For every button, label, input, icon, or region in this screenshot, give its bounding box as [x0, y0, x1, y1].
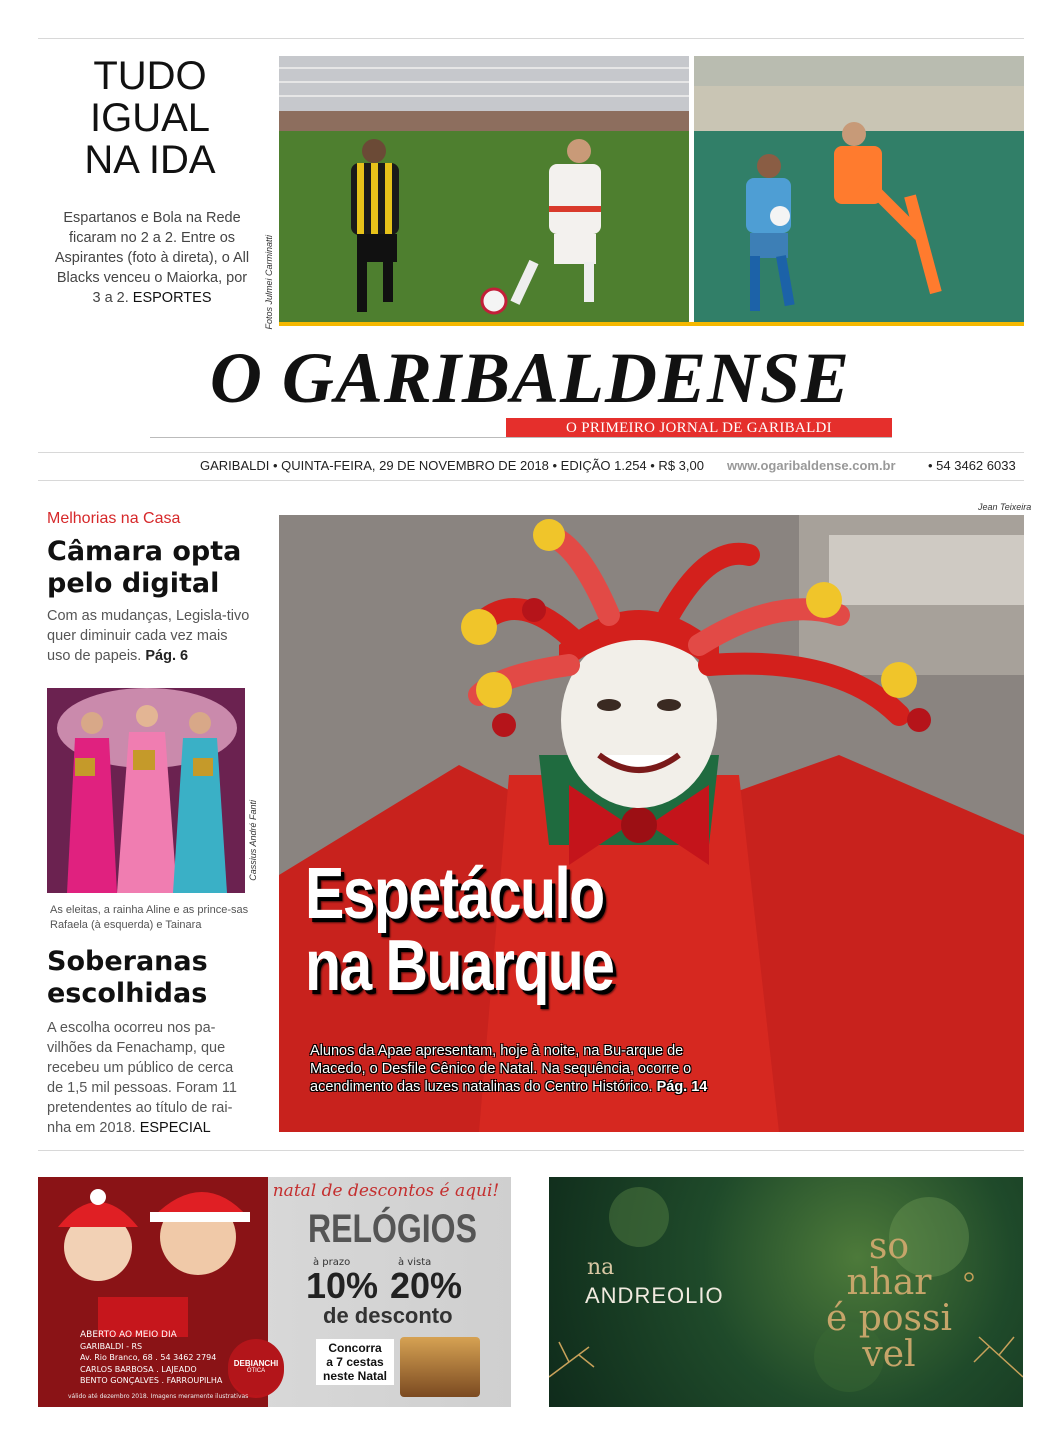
story2-headline-line: Soberanas	[47, 946, 208, 977]
story2-body	[47, 1018, 252, 1138]
edition-rule-top	[38, 452, 1024, 453]
story2-headline-line: escolhidas	[47, 978, 208, 1009]
main-page-ref[interactable]: Pág. 14	[656, 1079, 708, 1095]
main-photo-jester	[279, 515, 1024, 1132]
gift-basket-icon	[400, 1337, 480, 1397]
ad-contest-line: a 7 cestas	[326, 1355, 384, 1369]
main-headline-line: na Buarque	[305, 926, 614, 1006]
teaser-section-link[interactable]: ESPORTES	[132, 290, 212, 306]
ad-promo: natal de descontos é aqui!	[272, 1181, 500, 1201]
debianchi-logo	[228, 1339, 284, 1395]
teaser-title-line: IGUAL	[89, 96, 211, 140]
jester-illustration	[279, 515, 1024, 1132]
teaser-headline[interactable]	[40, 55, 260, 181]
andreolio-na: na	[587, 1255, 615, 1280]
soccer-illustration-right	[694, 56, 1024, 324]
main-dek-text: Alunos da Apae apresentam, hoje à noite, na Bu-arque de Macedo, o Desfile Cênico de Natal. Na sequência, ocorre o acendimento das luzes natalinas do Centro Histórico.	[310, 1043, 692, 1095]
queens-photo-credit: Cassius André Fanti	[248, 800, 258, 881]
main-headline-line: Espetáculo	[305, 854, 604, 934]
teaser-title-line: NA IDA	[84, 138, 216, 182]
story1-headline-line: pelo digital	[47, 568, 220, 599]
ad-address: Av. Rio Branco, 68 . 54 3462 2794	[80, 1353, 217, 1362]
andreolio-slogan-line: so	[868, 1226, 910, 1267]
queens-illustration	[47, 688, 245, 893]
queens-photo	[47, 688, 245, 893]
ad-contest	[316, 1339, 394, 1385]
ad-desconto: de desconto	[323, 1303, 453, 1328]
main-headline[interactable]	[305, 854, 649, 1006]
edition-info: GARIBALDI • QUINTA-FEIRA, 29 DE NOVEMBRO DE 2018 • EDIÇÃO 1.254 • R$ 3,00	[200, 458, 704, 473]
soccer-photo-right	[694, 56, 1024, 324]
ad-vista-value: 20%	[390, 1265, 463, 1306]
teaser-title-line: TUDO	[93, 54, 207, 98]
website-link[interactable]: www.ogaribaldense.com.br	[727, 458, 896, 473]
phone-number: • 54 3462 6033	[928, 458, 1016, 473]
story1-body-text: Com as mudanças, Legisla-tivo quer diminuir cada vez mais uso de papeis.	[47, 608, 250, 664]
ad-contest-line: neste Natal	[322, 1369, 388, 1383]
ad-hours: ABERTO AO MEIO DIA	[80, 1330, 177, 1340]
ad-debianchi[interactable]	[38, 1177, 511, 1407]
ad-vista-label: à vista	[398, 1257, 432, 1268]
masthead-rule	[150, 437, 892, 438]
ad-city: GARIBALDI - RS	[80, 1342, 143, 1351]
top-rule	[38, 38, 1024, 39]
masthead-logo[interactable]: O GARIBALDENSE	[209, 338, 851, 418]
main-dek	[310, 1042, 710, 1096]
debianchi-brand: DEBIANCHI	[233, 1359, 279, 1368]
story2-body-text: A escolha ocorreu nos pa-vilhões da Fenachamp, que recebeu um público de cerca de 1,5 mil pessoas. Foram 11 pretendentes ao título de rai-nha em 2018.	[47, 1020, 237, 1136]
ad-contest-line: Concorra	[328, 1341, 382, 1355]
ad-fine-print: válido até dezembro 2018. Imagens meramente ilustrativas	[68, 1393, 249, 1400]
masthead-tagline: O PRIMEIRO JORNAL DE GARIBALDI	[506, 418, 892, 438]
ad-prazo-label: à prazo	[313, 1257, 351, 1268]
photo-yellow-strip	[279, 322, 1024, 326]
ad-cities-2: BENTO GONÇALVES . FARROUPILHA	[80, 1376, 223, 1385]
queens-caption: As eleitas, a rainha Aline e as prince-sas Rafaela (à esquerda) e Tainara	[50, 904, 249, 931]
ad-andreolio[interactable]	[549, 1177, 1023, 1407]
story1-headline-line: Câmara opta	[47, 536, 242, 567]
andreolio-brand: ANDREOLIO	[585, 1283, 724, 1308]
story1-body	[47, 606, 252, 666]
teaser-body-text: Espartanos e Bola na Rede ficaram no 2 a 2. Entre os Aspirantes (foto à direta), o All Blacks venceu o Maiorka, por 3 a 2.	[54, 210, 250, 306]
andreolio-slogan-line: é possi	[826, 1298, 952, 1339]
ad-prazo-value: 10%	[306, 1265, 379, 1306]
story1-headline[interactable]	[47, 536, 267, 600]
story1-page-ref[interactable]: Pág. 6	[145, 648, 189, 664]
andreolio-slogan-line: vel	[862, 1334, 916, 1375]
story1-kicker: Melhorias na Casa	[47, 510, 181, 527]
story2-section-link[interactable]: ESPECIAL	[139, 1120, 211, 1136]
soccer-illustration-left	[279, 56, 689, 324]
teaser-body	[52, 208, 252, 308]
andreolio-slogan	[799, 1226, 979, 1375]
story2-headline[interactable]	[47, 946, 267, 1010]
teaser-photo-credit: Fotos Julmei Carminatti	[264, 235, 274, 330]
soccer-photo-left	[279, 56, 689, 324]
ad-cities-1: CARLOS BARBOSA . LAJEADO	[80, 1365, 197, 1374]
main-photo-credit: Jean Teixeira	[978, 502, 1032, 512]
edition-rule-bottom	[38, 480, 1024, 481]
ad-product: RELÓGIOS	[308, 1207, 477, 1251]
ads-rule	[38, 1150, 1024, 1151]
debianchi-brand-sub: ÓTICA	[246, 1368, 266, 1374]
andreolio-slogan-line: nhar	[846, 1262, 932, 1303]
